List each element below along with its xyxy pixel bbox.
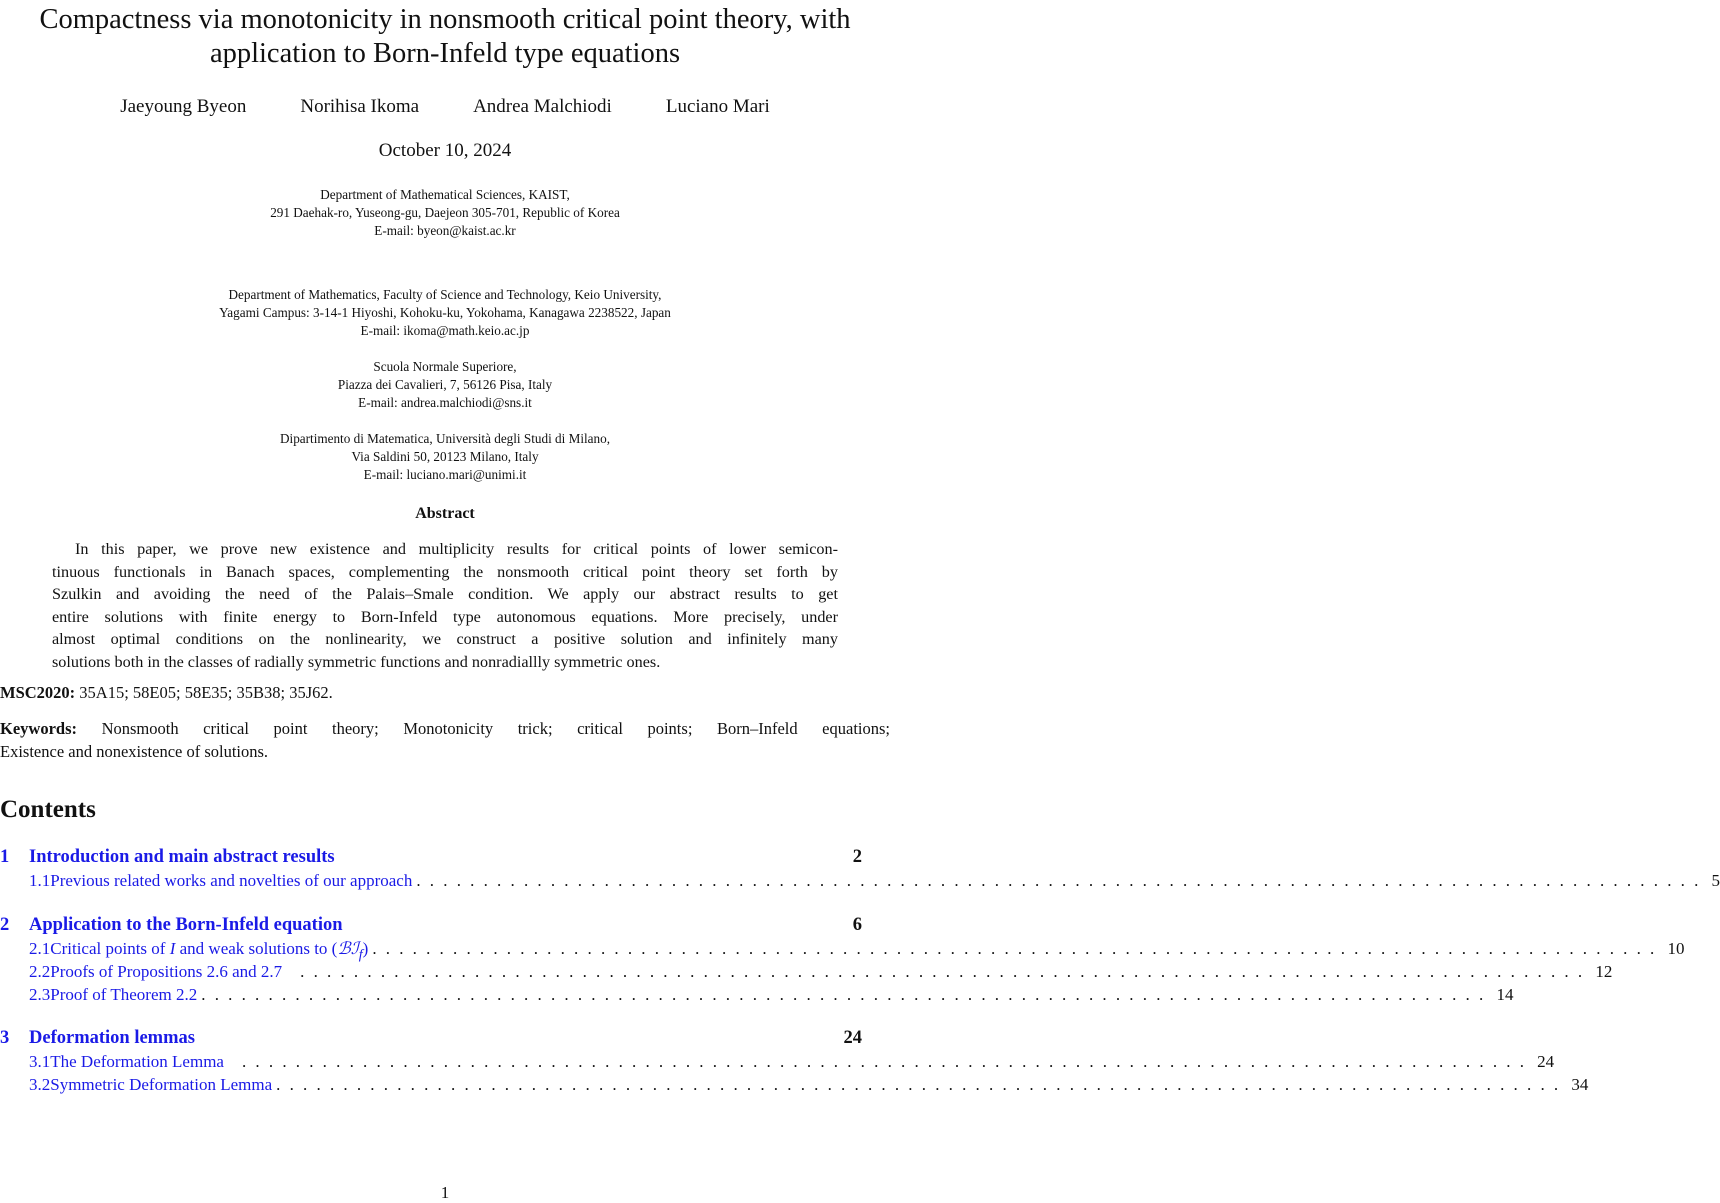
toc-title-part: Critical points of bbox=[50, 939, 170, 958]
toc-title: Introduction and main abstract results bbox=[29, 847, 335, 867]
toc-section-3 bbox=[0, 1028, 1589, 1098]
toc-page: 10 bbox=[1667, 939, 1685, 958]
toc-title: Symmetric Deformation Lemma bbox=[50, 1075, 273, 1094]
toc-num: 3.2 bbox=[29, 1075, 51, 1094]
toc-subsection-link[interactable] bbox=[0, 871, 1720, 894]
abstract-line: In this paper, we prove new existence and multiplicity results for critical points of lower semicon- bbox=[75, 540, 838, 558]
affiliation bbox=[0, 430, 890, 484]
toc-title: The Deformation Lemma bbox=[50, 1052, 224, 1071]
title-line: application to Born-Infeld type equations bbox=[209, 38, 681, 69]
toc-leader: ................................................................................................ bbox=[276, 1075, 1568, 1094]
toc-leader: ................................................................................................ bbox=[416, 871, 1708, 890]
page-number: 1 bbox=[440, 1183, 450, 1202]
msc-label: MSC2020: bbox=[0, 683, 76, 702]
toc-title-part: ) bbox=[362, 939, 369, 958]
keywords-line: Existence and nonexistence of solutions. bbox=[0, 742, 269, 761]
toc-section-2 bbox=[0, 915, 1685, 1008]
math-symbol: ℬℐ bbox=[337, 939, 359, 959]
toc-page: 24 bbox=[1537, 1052, 1555, 1071]
toc-num: 2.1 bbox=[29, 939, 51, 958]
toc-num: 3.1 bbox=[29, 1052, 51, 1071]
toc-title: Deformation lemmas bbox=[29, 1028, 195, 1048]
toc-page: 34 bbox=[1571, 1075, 1589, 1094]
affiliation-line: Department of Mathematics, Faculty of Science and Technology, Keio University, bbox=[228, 287, 662, 302]
msc-classification bbox=[0, 683, 333, 703]
affiliation-line: Dipartimento di Matematica, Università degli Studi di Milano, bbox=[280, 431, 610, 446]
abstract-body bbox=[52, 538, 838, 673]
toc-page: 2 bbox=[852, 847, 862, 867]
toc-num: 2.2 bbox=[29, 962, 51, 981]
toc-title: Proofs of Propositions 2.6 and 2.7 bbox=[50, 962, 283, 981]
toc-num: 1.1 bbox=[29, 871, 51, 890]
toc-subsection-link[interactable] bbox=[0, 1075, 1589, 1098]
toc-section-link[interactable] bbox=[0, 847, 862, 871]
toc-page: 5 bbox=[1711, 871, 1720, 890]
date: October 10, 2024 bbox=[378, 140, 512, 161]
abstract-line: solutions both in the classes of radially symmetric functions and nonradiallly symmetric ones. bbox=[52, 652, 661, 671]
toc-page: 6 bbox=[852, 915, 862, 935]
affiliation-line: Department of Mathematical Sciences, KAIST, bbox=[320, 187, 570, 202]
affiliation-line: 291 Daehak-ro, Yuseong-gu, Daejeon 305-701, Republic of Korea bbox=[270, 205, 620, 220]
toc-section-link[interactable] bbox=[0, 915, 862, 939]
abstract-line: almost optimal conditions on the nonlinearity, we construct a positive solution and infinitely many bbox=[52, 630, 838, 648]
affiliation bbox=[0, 358, 890, 412]
toc-title: Proof of Theorem 2.2 bbox=[50, 985, 198, 1004]
affiliation-email: E-mail: andrea.malchiodi@sns.it bbox=[358, 395, 532, 410]
author-list bbox=[0, 96, 890, 118]
toc-page: 24 bbox=[843, 1028, 862, 1048]
affiliation-email: E-mail: luciano.mari@unimi.it bbox=[363, 467, 527, 482]
toc-leader: ................................................................................................ bbox=[372, 939, 1664, 958]
toc-title: Application to the Born-Infeld equation bbox=[29, 915, 343, 935]
toc-page: 14 bbox=[1496, 985, 1514, 1004]
author: Jaeyoung Byeon bbox=[120, 96, 247, 117]
contents-heading: Contents bbox=[0, 796, 96, 823]
keywords-label: Keywords: bbox=[0, 719, 77, 738]
affiliation-line: Yagami Campus: 3-14-1 Hiyoshi, Kohoku-ku, Yokohama, Kanagawa 2238522, Japan bbox=[219, 305, 671, 320]
affiliation-line: Scuola Normale Superiore, bbox=[373, 359, 517, 374]
keywords bbox=[0, 717, 890, 763]
paper-title bbox=[0, 3, 890, 71]
toc-num: 3 bbox=[0, 1028, 10, 1048]
affiliation bbox=[0, 286, 890, 340]
math-symbol: I bbox=[169, 939, 176, 958]
abstract-line: Szulkin and avoiding the need of the Palais–Smale condition. We apply our abstract results to get bbox=[52, 585, 838, 603]
abstract-line: tinuous functionals in Banach spaces, complementing the nonsmooth critical point theory set forth by bbox=[52, 562, 838, 581]
toc-title: Previous related works and novelties of our approach bbox=[50, 871, 413, 890]
author: Andrea Malchiodi bbox=[473, 96, 612, 117]
toc-title-part: and weak solutions to ( bbox=[175, 939, 338, 958]
abstract-line: entire solutions with finite energy to Born-Infeld type autonomous equations. More precisely, under bbox=[52, 607, 838, 626]
toc-num: 2.3 bbox=[29, 985, 51, 1004]
affiliation-email: E-mail: ikoma@math.keio.ac.jp bbox=[360, 323, 530, 338]
keywords-text: Nonsmooth critical point theory; Monotonicity trick; critical points; Born–Infeld equations; bbox=[101, 719, 891, 738]
title-line: Compactness via monotonicity in nonsmooth critical point theory, with bbox=[39, 4, 851, 35]
toc-num: 1 bbox=[0, 847, 10, 867]
toc-subsection-link[interactable] bbox=[0, 939, 1685, 963]
toc-subsection-link[interactable] bbox=[0, 962, 1613, 985]
author: Norihisa Ikoma bbox=[300, 96, 420, 117]
msc-value: 35A15; 58E05; 58E35; 35B38; 35J62. bbox=[79, 683, 333, 702]
toc-leader: ................................................................................................ bbox=[300, 962, 1592, 981]
toc-num: 2 bbox=[0, 915, 10, 935]
affiliation-line: Piazza dei Cavalieri, 7, 56126 Pisa, Italy bbox=[337, 377, 553, 392]
toc-subsection-link[interactable] bbox=[0, 985, 1514, 1008]
toc-section-link[interactable] bbox=[0, 1028, 862, 1052]
abstract-heading: Abstract bbox=[415, 505, 475, 522]
author: Luciano Mari bbox=[665, 96, 770, 117]
affiliation-email: E-mail: byeon@kaist.ac.kr bbox=[374, 223, 516, 238]
toc-leader: ................................................................................................ bbox=[241, 1052, 1534, 1071]
affiliation-line: Via Saldini 50, 20123 Milano, Italy bbox=[351, 449, 539, 464]
keywords-line bbox=[0, 717, 890, 740]
toc-title bbox=[50, 939, 368, 963]
toc-section-1 bbox=[0, 847, 1720, 894]
math-subscript: f bbox=[358, 946, 363, 963]
affiliation bbox=[0, 186, 890, 240]
toc-page: 12 bbox=[1595, 962, 1613, 981]
toc-leader: ................................................................................................ bbox=[201, 985, 1493, 1004]
toc-subsection-link[interactable] bbox=[0, 1052, 1555, 1075]
